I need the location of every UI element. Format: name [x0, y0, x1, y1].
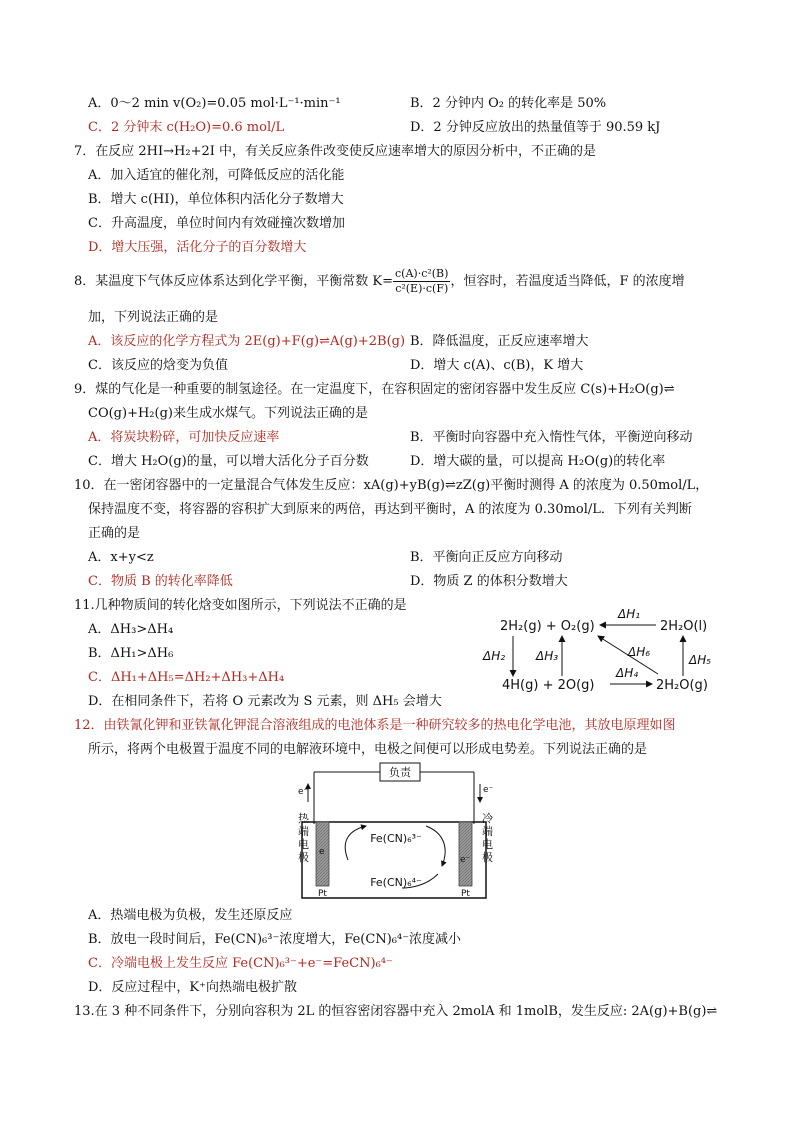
- q6-option-a: A．0～2 min v(O₂)=0.05 mol·L⁻¹·min⁻¹: [88, 96, 341, 111]
- label-dh5: ΔH₅: [689, 653, 712, 667]
- q6-option-b: B．2 分钟内 O₂ 的转化率是 50%: [410, 96, 607, 111]
- thermo-electrochemical-cell-figure: [290, 760, 505, 900]
- q9-option-d: D．增大碳的量，可以提高 H₂O(g)的转化率: [410, 454, 666, 469]
- q10-option-b: B．平衡向正反应方向移动: [410, 550, 563, 565]
- label-dh3: ΔH₃: [536, 649, 559, 663]
- species-ferrocyanide: Fe(CN)₆⁴⁻: [370, 876, 422, 889]
- pt-label-right: Pt: [461, 889, 470, 899]
- q11-option-c: C．ΔH₁+ΔH₅=ΔH₂+ΔH₃+ΔH₄: [88, 670, 285, 685]
- q11-option-b: B．ΔH₁>ΔH₆: [88, 646, 174, 661]
- q10-stem-line2: 保持温度不变，将容器的容积扩大到原来的两倍，再达到平衡时，A 的浓度为 0.30mol/L．下列有关判断: [88, 502, 692, 517]
- label-dh1: ΔH₁: [618, 607, 641, 621]
- q8-option-c: C．该反应的焓变为负值: [88, 358, 228, 373]
- fraction-denominator: c²(E)·c(F): [395, 281, 449, 295]
- state-bottom-left: 4H(g) + 2O(g): [502, 678, 595, 693]
- q9-option-a: A．将炭块粉碎，可加快反应速率: [88, 430, 280, 445]
- fraction-numerator: c(A)·c²(B): [395, 267, 449, 280]
- q6-option-c: C．2 分钟末 c(H₂O)=0.6 mol/L: [88, 120, 285, 135]
- q10-option-d: D．物质 Z 的体积分数增大: [410, 574, 568, 589]
- cycle-arrow-right-down: [426, 826, 445, 866]
- q12-stem: 12．由铁氰化钾和亚铁氰化钾混合溶液组成的电池体系是一种研究较多的热电化学电池，其放电原理如图: [74, 718, 676, 733]
- q10-option-c: C．物质 B 的转化率降低: [88, 574, 233, 589]
- q7-option-b: B．增大 c(HI)，单位体积内活化分子数增大: [88, 192, 344, 207]
- load-label: 负责: [389, 766, 411, 779]
- q8-option-d: D．增大 c(A)、c(B)，K 增大: [410, 358, 584, 373]
- q8-stem: [74, 267, 685, 296]
- q9-stem-line2: CO(g)+H₂(g)来生成水煤气。下列说法正确的是: [88, 406, 368, 421]
- electron-label-hot: e: [319, 847, 325, 857]
- q8-stem-pre: 8．某温度下气体反应体系达到化学平衡，平衡常数 K=: [74, 273, 394, 289]
- q9-option-c: C．增大 H₂O(g)的量，可以增大活化分子百分数: [88, 454, 369, 469]
- equilibrium-constant-fraction: [393, 267, 450, 296]
- q9-stem: 9．煤的气化是一种重要的制氢途径。在一定温度下，在容积固定的密闭容器中发生反应 C(s)+H₂O(g)⇌: [74, 382, 675, 397]
- q13-stem: 13.在 3 种不同条件下，分别向容积为 2L 的恒容密闭容器中充入 2molA 和 1molB，发生反应: 2A(g)+B(g)⇌: [74, 1004, 718, 1019]
- label-dh6: ΔH₆: [628, 645, 651, 659]
- label-dh4: ΔH₄: [616, 666, 639, 680]
- q12-option-c: C．冷端电极上发生反应 Fe(CN)₆³⁻+e⁻=FeCN)₆⁴⁻: [88, 956, 393, 971]
- q11-option-a: A．ΔH₃>ΔH₄: [88, 622, 174, 637]
- q12-option-b: B．放电一段时间后，Fe(CN)₆³⁻浓度增大，Fe(CN)₆⁴⁻浓度减小: [88, 932, 462, 947]
- q12-option-a: A．热端电极为负极，发生还原反应: [88, 908, 293, 923]
- q8-stem-line2: 加，下列说法正确的是: [88, 310, 219, 325]
- label-dh2: ΔH₂: [483, 649, 506, 663]
- hot-electrode-label: 热端电极: [298, 812, 309, 864]
- q7-stem: 7．在反应 2HI→H₂+2I 中，有关反应条件改变使反应速率增大的原因分析中，不正确的是: [74, 144, 597, 159]
- electron-label-top-right: e⁻: [483, 785, 494, 795]
- state-top-left: 2H₂(g) + O₂(g): [500, 619, 595, 634]
- q8-option-b: B．降低温度，正反应速率增大: [410, 334, 589, 349]
- q11-option-d: D．在相同条件下，若将 O 元素改为 S 元素，则 ΔH₅ 会增大: [88, 694, 442, 709]
- q7-option-a: A．加入适宜的催化剂，可降低反应的活化能: [88, 168, 345, 183]
- q7-option-d: D．增大压强，活化分子的百分数增大: [88, 240, 307, 255]
- cold-electrode: [459, 822, 472, 886]
- q10-stem-line3: 正确的是: [88, 526, 141, 541]
- q11-stem: 11.几种物质间的转化焓变如图所示，下列说法不正确的是: [74, 598, 407, 613]
- q9-option-b: B．平衡时向容器中充入惰性气体，平衡逆向移动: [410, 430, 693, 445]
- enthalpy-cycle-diagram: [480, 604, 730, 700]
- q10-option-a: A．x+y<z: [88, 550, 154, 565]
- electron-label-top-left: e⁻: [298, 787, 309, 797]
- q8-stem-post: ，恒容时，若温度适当降低，F 的浓度增: [450, 273, 685, 289]
- q8-option-a: A．该反应的化学方程式为 2E(g)+F(g)⇌A(g)+2B(g): [88, 334, 406, 349]
- state-bottom-right: 2H₂O(g): [656, 678, 708, 693]
- cold-electrode-label: 冷端电极: [482, 812, 493, 864]
- species-ferricyanide: Fe(CN)₆³⁻: [370, 832, 422, 845]
- cycle-arrow-left: [345, 826, 366, 860]
- electron-label-cold: e⁻: [460, 855, 471, 865]
- q6-option-d: D．2 分钟反应放出的热量值等于 90.59 kJ: [410, 120, 661, 135]
- q12-stem-line2: 所示，将两个电极置于温度不同的电解液环境中，电极之间便可以形成电势差。下列说法正确的是: [88, 742, 648, 757]
- pt-label-left: Pt: [318, 889, 327, 899]
- q10-stem: 10．在一密闭容器中的一定量混合气体发生反应：xA(g)+yB(g)⇌zZ(g)平衡时测得 A 的浓度为 0.50mol/L，: [74, 478, 709, 493]
- state-top-right: 2H₂O(l): [660, 619, 708, 634]
- q12-option-d: D．反应过程中，K⁺向热端电极扩散: [88, 980, 297, 995]
- q7-option-c: C．升高温度，单位时间内有效碰撞次数增加: [88, 216, 345, 231]
